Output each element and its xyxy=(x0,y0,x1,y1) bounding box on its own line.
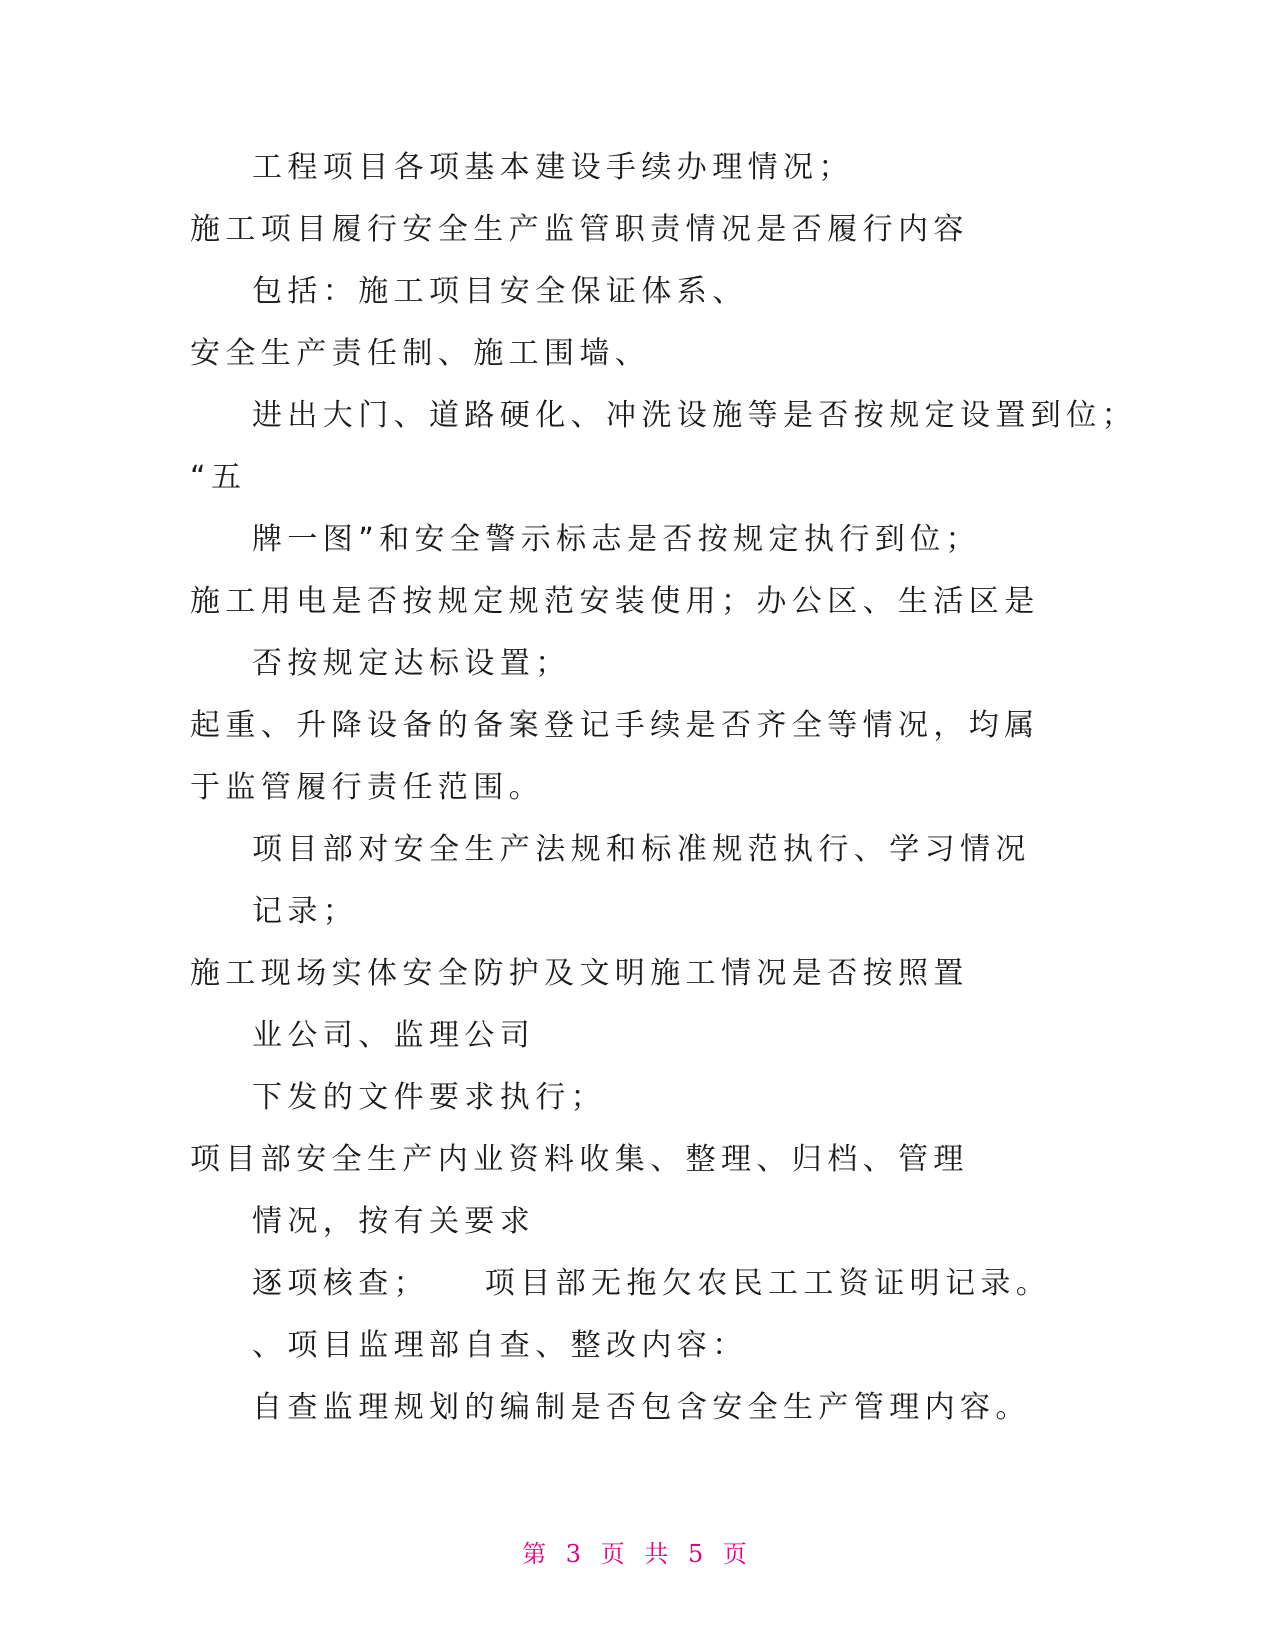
text-line: 自查监理规划的编制是否包含安全生产管理内容。 xyxy=(252,1390,1031,1425)
text-line: 工程项目各项基本建设手续办理情况； xyxy=(252,150,854,185)
text-line: 下发的文件要求执行； xyxy=(252,1080,606,1115)
text-line: 施工现场实体安全防护及文明施工情况是否按照置 xyxy=(190,956,969,991)
text-line: 包括：施工项目安全保证体系、 xyxy=(252,274,748,309)
text-line: 情况，按有关要求 xyxy=(252,1204,536,1239)
text-line: 于监管履行责任范围。 xyxy=(190,770,544,805)
text-line: 、项目监理部自查、整改内容： xyxy=(252,1328,748,1363)
text-line: 项目部对安全生产法规和标准规范执行、学习情况 xyxy=(252,832,1031,867)
text-line: 安全生产责任制、施工围墙、 xyxy=(190,336,651,371)
text-line: 否按规定达标设置； xyxy=(252,646,571,681)
text-line: 施工项目履行安全生产监管职责情况是否履行内容 xyxy=(190,212,969,247)
page-number-footer: 第 3 页 共 5 页 xyxy=(522,1540,753,1568)
text-line: 起重、升降设备的备案登记手续是否齐全等情况，均属 xyxy=(190,708,1040,743)
text-line: 记录； xyxy=(252,894,359,929)
text-line: “五 xyxy=(190,460,247,495)
text-line: 进出大门、道路硬化、冲洗设施等是否按规定设置到位； xyxy=(252,398,1137,433)
text-line: 牌一图”和安全警示标志是否按规定执行到位； xyxy=(252,522,981,557)
text-line: 业公司、监理公司 xyxy=(252,1018,536,1053)
text-line: 项目部安全生产内业资料收集、整理、归档、管理 xyxy=(190,1142,969,1177)
text-line: 逐项核查； 项目部无拖欠农民工工资证明记录。 xyxy=(252,1266,1052,1301)
text-line: 施工用电是否按规定规范安装使用；办公区、生活区是 xyxy=(190,584,1040,619)
